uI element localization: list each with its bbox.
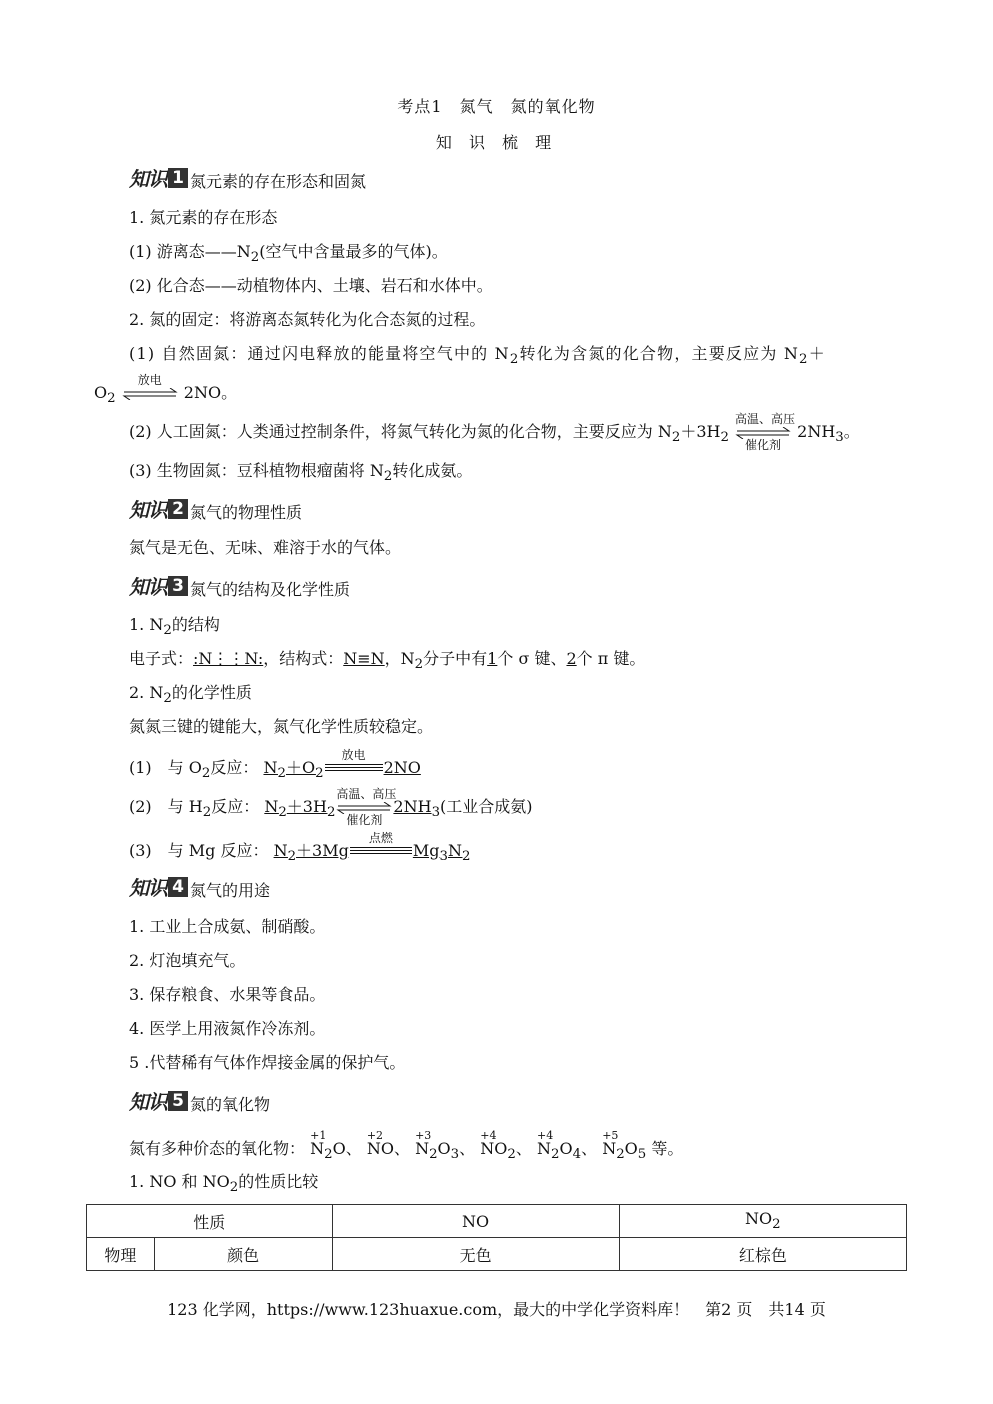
page-title: 考点1 氮气 氮的氧化物 — [397, 97, 596, 116]
s3-line-2: 电子式：:N⋮⋮N:，结构式：N≡N，$N_2$分子中有1个 σ 键、2个 π 键。 — [129, 649, 646, 673]
s1-line-5: (1) 自然固氮：通过闪电释放的能量将空气中的 $N_2$转化为含氮的化合物，主要反应为 $N_2+$ — [129, 344, 826, 368]
list-item: 5 .代替稀有气体作焊接金属的保护气。 — [129, 1053, 406, 1072]
section-3-title: 氮气的结构及化学性质 — [190, 580, 351, 599]
reversible-arrow: 高温、高压 催化剂 — [735, 411, 796, 452]
reversible-arrow: 高温、高压 催化剂 — [336, 786, 397, 827]
s1-line-2: (1) 游离态$——N_2$(空气中含量最多的气体)。 — [129, 242, 448, 266]
table-header-property: 性质 — [87, 1205, 333, 1238]
list-item: 4. 医学上用液氮作冷冻剂。 — [129, 1019, 326, 1038]
table-row — [87, 1238, 907, 1271]
page-footer: 123 化学网，https://www.123huaxue.com，最大的中学化学资料库！ 第2 页 共14 页 — [167, 1300, 826, 1319]
list-item: 1. 工业上合成氨、制硝酸。 — [129, 917, 326, 936]
oxide-formula: +1 $N_2O$ — [310, 1129, 346, 1163]
s3-line-7: (3) 与 Mg 反应： $N_2+3Mg$ 点燃 $Mg_3N_2$ — [129, 830, 471, 865]
section-5-heading — [129, 1086, 270, 1115]
table-cell: 物理 — [87, 1238, 155, 1271]
knowledge-badge-3: 知识 3 — [129, 571, 188, 600]
knowledge-badge-4: 知识 4 — [129, 872, 188, 901]
s1-line-7: (2) 人工固氮：人类通过控制条件，将氮气转化为氮的化合物，主要反应为 $N_2+3H_2$ 高温、高压 催化剂 $2NH_3$。 — [129, 411, 860, 452]
electron-formula: :N⋮⋮N: — [193, 649, 264, 668]
section-1-heading — [129, 163, 366, 192]
table-cell: 颜色 — [154, 1238, 332, 1271]
knowledge-badge-5: 知识 5 — [129, 1086, 188, 1115]
structural-formula: N≡N — [343, 649, 385, 668]
s1-line-4: 2. 氮的固定：将游离态氮转化为化合态氮的过程。 — [129, 310, 486, 329]
oxide-formula: +2 NO — [366, 1129, 394, 1158]
s5-line-1: 氮有多种价态的氧化物： +1 $N_2O$、 +2 NO、 +3 $N_2O_3$、 +4 $NO_2$、 +4 $N_2O_4$、 +5 $N_2O_5$ 等。 — [129, 1139, 683, 1165]
section-2-heading — [129, 494, 302, 523]
equals-condition: 放电 — [325, 761, 383, 777]
knowledge-badge-2: 知识 2 — [129, 494, 188, 523]
table-cell: 无色 — [332, 1238, 619, 1271]
table-row — [87, 1205, 907, 1238]
s1-line-1: 1. 氮元素的存在形态 — [129, 208, 278, 227]
table-header-no2: $NO_2$ — [619, 1205, 906, 1238]
s5-line-2: 1. NO 和 $NO_2$的性质比较 — [129, 1172, 319, 1196]
s3-line-1: 1. $N_2$的结构 — [129, 615, 220, 639]
knowledge-badge-1: 知识 1 — [129, 163, 188, 192]
s3-line-5: (1) 与 $O_2$反应： $N_2+O_2$ 放电 2NO — [129, 747, 421, 782]
table-header-no: NO — [332, 1205, 619, 1238]
oxide-formula: +4 $N_2O_4$ — [536, 1129, 582, 1163]
section-3-heading — [129, 571, 350, 600]
section-2-title: 氮气的物理性质 — [190, 503, 303, 522]
section-5-title: 氮的氧化物 — [190, 1095, 271, 1114]
s1-line-8: (3) 生物固氮：豆科植物根瘤菌将 $N_2$转化成氨。 — [129, 461, 473, 485]
s2-line-1: 氮气是无色、无味、难溶于水的气体。 — [129, 538, 402, 557]
section-1-title: 氮元素的存在形态和固氮 — [190, 172, 367, 191]
s3-line-3: 2. $N_2$的化学性质 — [129, 683, 252, 707]
s3-line-4: 氮氮三键的键能大，氮气化学性质较稳定。 — [129, 717, 434, 736]
list-item: 2. 灯泡填充气。 — [129, 951, 246, 970]
table-cell: 红棕色 — [619, 1238, 906, 1271]
section-4-heading — [129, 872, 270, 901]
list-item: 3. 保存粮食、水果等食品。 — [129, 985, 326, 1004]
equals-condition: 点燃 — [350, 844, 412, 860]
oxide-formula: +3 $N_2O_3$ — [415, 1129, 460, 1163]
page-subtitle: 知 识 梳 理 — [435, 133, 558, 152]
section-4-title: 氮气的用途 — [190, 881, 271, 900]
s3-line-6: (2) 与 $H_2$反应： $N_2+3H_2$ 高温、高压 催化剂 $2NH_3$(工业合成氨) — [129, 786, 533, 827]
oxide-formula: +4 $NO_2$ — [480, 1129, 516, 1163]
s1-line-6: $O_2$ 放电 2NO。 — [94, 372, 238, 407]
comparison-table — [86, 1204, 907, 1271]
s1-line-3: (2) 化合态——动植物体内、土壤、岩石和水体中。 — [129, 276, 493, 295]
reversible-arrow: 放电 — [122, 386, 178, 402]
oxide-formula: +5 $N_2O_5$ — [602, 1129, 647, 1163]
